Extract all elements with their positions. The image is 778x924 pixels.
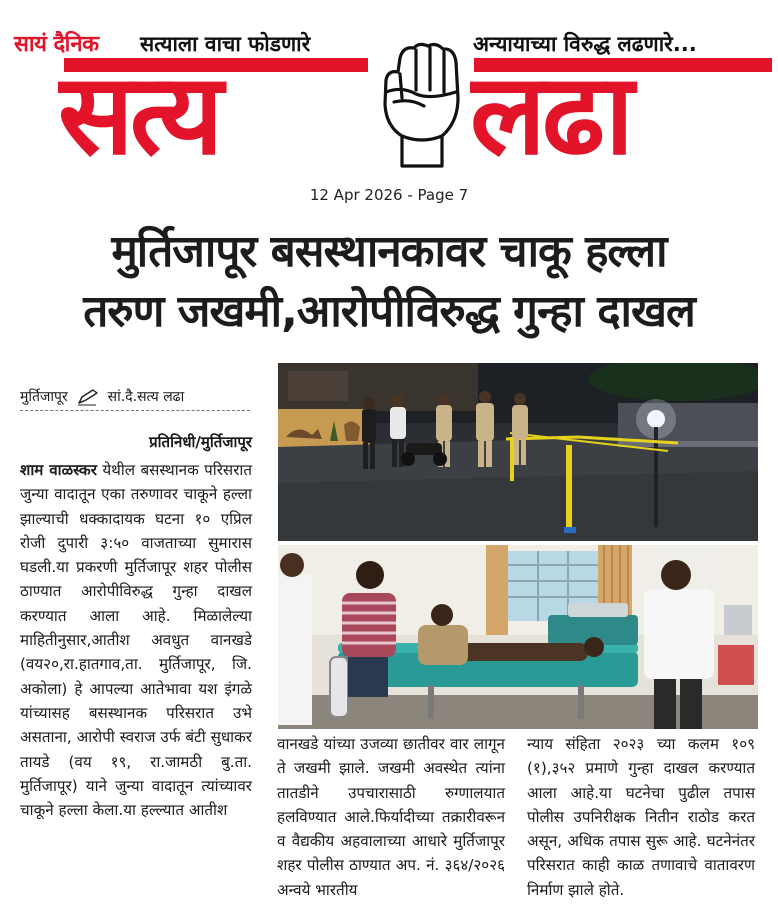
hospital-ward-photo [278,545,758,729]
tagline-left: सायं दैनिक [14,32,99,57]
article-column-1 [20,458,252,822]
night-crime-scene-photo [278,363,758,541]
tagline-mid: सत्याला वाचा फोडणारे [140,32,311,56]
article-text-3: न्याय संहिता २०२३ च्या कलम १०९ (१),३५२ प्रमाणे गुन्हा दाखल करण्यात आला आहे.या घटनेचा पुढील तपास पोलीस उपनिरीक्षक नितीन राठोड करत असून, अधिक तपास सुरू आहे. घटनेनंतर परिसरात काही काळ तणावाचे वातावरण निर्माण झाले होते. [527,735,755,899]
article-text-2: वानखडे यांच्या उजव्या छातीवर वार लागून ते जखमी झाले. जखमी अवस्थेत त्यांना तातडीने उपचारासाठी रुग्णालयात हलविण्यात आले.फिर्यादीच्या तक्रारीवरून व वैद्यकीय अहवालाच्या आधारे मुर्तिजापूर शहर पोलीस ठाण्यात अप. नं. ३६४/२०२६ अन्वये भारतीय [277,735,505,899]
dateline: 12 Apr 2026 - Page 7 [309,186,469,204]
article-headline [10,222,768,342]
article-column-2 [277,732,505,902]
raised-fist-icon [372,40,472,168]
byline-place: मुर्तिजापूर [20,389,68,405]
tagline-right: अन्यायाच्या विरुद्ध लढणारे... [473,32,697,56]
article-text-1: येथील बसस्थानक परिसरात जुन्या वादातून एका तरुणावर चाकूने हल्ला झाल्याची धक्कादायक घटना १० एप्रिल रोजी दुपारी ३:५० वाजताच्या सुमारास घडली.या प्रकरणी मुर्तिजापूर शहर पोलीस ठाण्यात आरोपीविरुद्ध गुन्हा दाखल करण्यात आला आहे. मिळालेल्या माहितीनुसार,आतीश अवधुत वानखडे (वय२०,रा.हातगाव,ता. मुर्तिजापूर, जि. अकोला) हे आपल्या आतेभावा यश इंगळे यांच्यासह बसस्थानक परिसरात उभे असताना, आरोपी स्वराज उर्फ बंटी सुधाकर तायडे (वय १९, रा.जामठी बु.ता. मुर्तिजापूर) याने जुन्या वादातून त्यांच्यावर चाकूने हल्ला केला.या हल्ल्यात आतीश [20,461,252,820]
brand-name-left: सत्य [58,50,220,180]
headline-line-1: मुर्तिजापूर बसस्थानकावर चाकू हल्ला [111,226,667,277]
headline-line-2: तरुण जखमी,आरोपीविरुद्ध गुन्हा दाखल [83,286,695,337]
pen-writing-icon [76,388,100,406]
reporter-credit: प्रतिनिधी/मुर्तिजापूर [149,433,252,451]
masthead [0,0,778,204]
brand-name-right: लढा [470,50,630,180]
byline [20,383,250,411]
reporter-name: शाम वाळस्कर [20,461,97,479]
byline-source: सां.दै.सत्य लढा [107,389,185,405]
article-column-3 [527,732,755,902]
